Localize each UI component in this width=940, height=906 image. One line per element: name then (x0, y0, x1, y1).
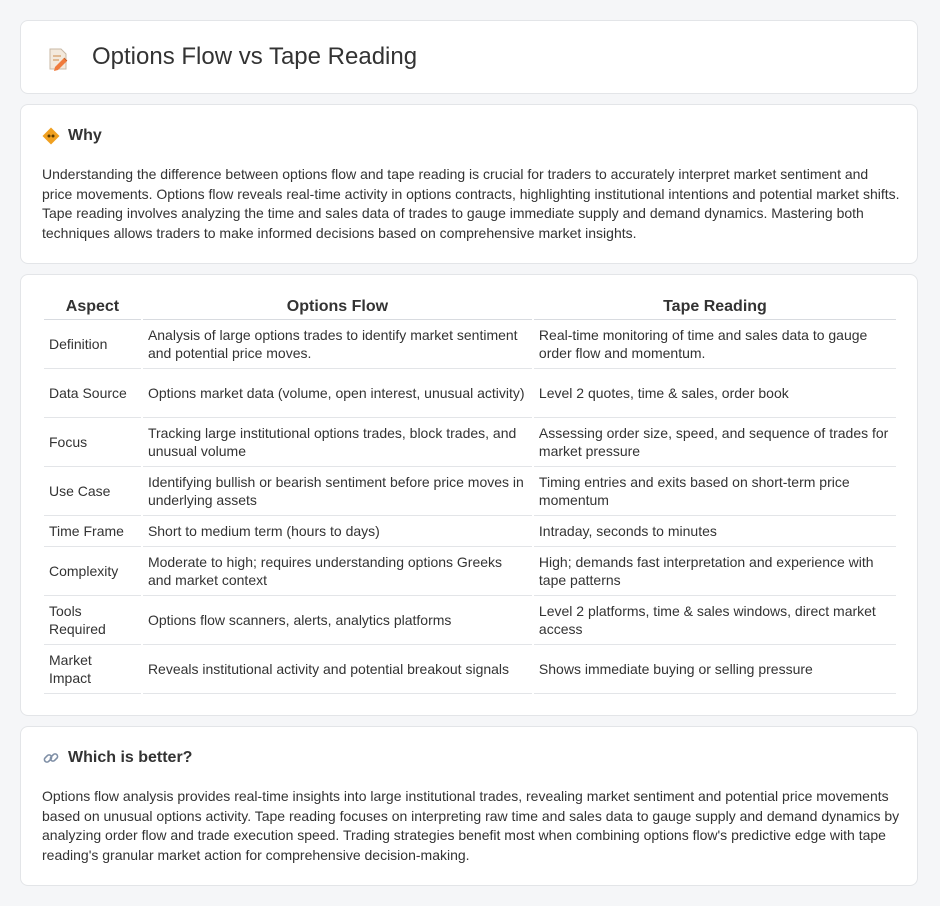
comparison-table (42, 295, 898, 694)
aspect-cell: Data Source (44, 369, 141, 418)
why-heading: Why (68, 127, 102, 144)
table-row (44, 369, 896, 418)
tape-reading-cell: Intraday, seconds to minutes (534, 516, 896, 547)
aspect-cell: Tools Required (44, 596, 141, 645)
aspect-cell: Use Case (44, 467, 141, 516)
document-pencil-icon (47, 47, 69, 71)
options-flow-cell: Options flow scanners, alerts, analytics platforms (143, 596, 532, 645)
which-is-better-heading: Which is better? (68, 749, 193, 766)
comparison-card (20, 274, 918, 716)
which-is-better-section (20, 726, 918, 886)
link-icon (42, 749, 60, 767)
options-flow-cell: Moderate to high; requires understanding options Greeks and market context (143, 547, 532, 596)
column-header: Options Flow (143, 295, 532, 320)
which-is-better-body: Options flow analysis provides real-time insights into large institutional trades, revealing market sentiment and potential price movements based on unusual options activity. Tape reading focuses on interpreting raw time and sales data to gauge supply and demand dynamics by analyzing order flow and trade execution speed. Trading strategies benefit most when combining options flow's predictive edge with tape reading's granular market action for comprehensive decision-making. (42, 788, 900, 863)
diamond-sign-icon (42, 127, 60, 145)
table-row (44, 320, 896, 369)
table-row (44, 596, 896, 645)
tape-reading-cell: Timing entries and exits based on short-term price momentum (534, 467, 896, 516)
options-flow-cell: Analysis of large options trades to identify market sentiment and potential price moves. (143, 320, 532, 369)
tape-reading-cell: Assessing order size, speed, and sequence of trades for market pressure (534, 418, 896, 467)
tape-reading-cell: Level 2 platforms, time & sales windows, direct market access (534, 596, 896, 645)
column-header: Tape Reading (534, 295, 896, 320)
table-row (44, 516, 896, 547)
options-flow-cell: Reveals institutional activity and potential breakout signals (143, 645, 532, 694)
options-flow-cell: Tracking large institutional options trades, block trades, and unusual volume (143, 418, 532, 467)
table-row (44, 418, 896, 467)
why-section (20, 104, 918, 264)
tape-reading-cell: Shows immediate buying or selling pressure (534, 645, 896, 694)
options-flow-cell: Short to medium term (hours to days) (143, 516, 532, 547)
table-row (44, 547, 896, 596)
why-body: Understanding the difference between options flow and tape reading is crucial for traders to accurately interpret market sentiment and price movements. Options flow reveals real-time activity in options contracts, highlighting institutional intentions and potential market shifts. Tape reading involves analyzing the time and sales data of trades to gauge immediate supply and demand dynamics. Mastering both techniques allows traders to make informed decisions based on comprehensive market insights. (42, 166, 900, 241)
table-row (44, 645, 896, 694)
tape-reading-cell: Level 2 quotes, time & sales, order book (534, 369, 896, 418)
table-row (44, 467, 896, 516)
tape-reading-cell: Real-time monitoring of time and sales data to gauge order flow and momentum. (534, 320, 896, 369)
table-header-row (44, 295, 896, 320)
page-title: Options Flow vs Tape Reading (92, 43, 418, 70)
aspect-cell: Definition (44, 320, 141, 369)
tape-reading-cell: High; demands fast interpretation and experience with tape patterns (534, 547, 896, 596)
aspect-cell: Focus (44, 418, 141, 467)
options-flow-cell: Identifying bullish or bearish sentiment before price moves in underlying assets (143, 467, 532, 516)
column-header: Aspect (44, 295, 141, 320)
header-card (20, 20, 918, 94)
aspect-cell: Complexity (44, 547, 141, 596)
options-flow-cell: Options market data (volume, open interest, unusual activity) (143, 369, 532, 418)
aspect-cell: Market Impact (44, 645, 141, 694)
aspect-cell: Time Frame (44, 516, 141, 547)
